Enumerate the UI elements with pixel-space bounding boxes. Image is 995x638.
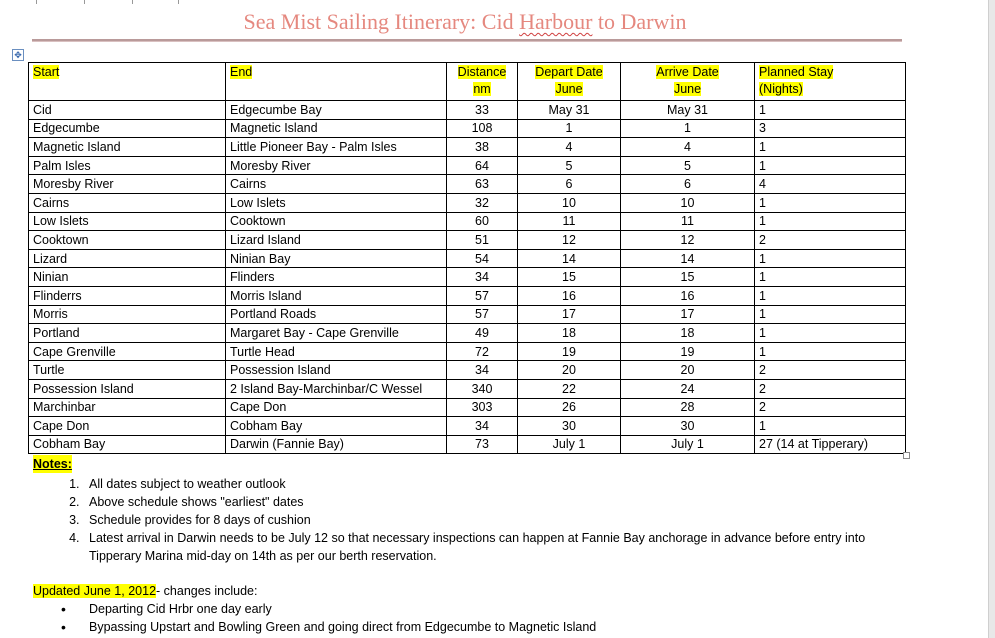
table-body: [29, 101, 906, 454]
cell-start: Marchinbar: [29, 398, 226, 417]
cell-stay: 4: [755, 175, 906, 194]
cell-depart: 11: [518, 212, 621, 231]
title-part-3: to Darwin: [592, 9, 687, 34]
cell-start: Ninian: [29, 268, 226, 287]
cell-end: Low Islets: [226, 193, 447, 212]
cell-depart: 26: [518, 398, 621, 417]
cell-start: Cooktown: [29, 231, 226, 250]
notes-heading: Notes:: [33, 457, 72, 471]
cell-stay: 1: [755, 268, 906, 287]
cell-stay: 1: [755, 101, 906, 120]
cell-stay: 3: [755, 119, 906, 138]
document-title: [0, 9, 930, 35]
cell-distance: 34: [447, 268, 518, 287]
cell-start: Turtle: [29, 361, 226, 380]
table-resize-handle[interactable]: [903, 452, 910, 459]
cell-arrive: July 1: [621, 435, 755, 454]
cell-distance: 57: [447, 286, 518, 305]
cell-arrive: 14: [621, 249, 755, 268]
cell-stay: 1: [755, 305, 906, 324]
cell-depart: 22: [518, 379, 621, 398]
cell-end: Cairns: [226, 175, 447, 194]
cell-stay: 2: [755, 379, 906, 398]
table-row: [29, 305, 906, 324]
cell-distance: 57: [447, 305, 518, 324]
table-row: [29, 138, 906, 157]
cell-depart: 18: [518, 324, 621, 343]
cell-depart: 14: [518, 249, 621, 268]
cell-depart: July 1: [518, 435, 621, 454]
cell-start: Possession Island: [29, 379, 226, 398]
cell-distance: 303: [447, 398, 518, 417]
cell-distance: 51: [447, 231, 518, 250]
cell-distance: 49: [447, 324, 518, 343]
table-row: [29, 268, 906, 287]
cell-start: Low Islets: [29, 212, 226, 231]
cell-end: Ninian Bay: [226, 249, 447, 268]
table-row: [29, 101, 906, 120]
cell-end: 2 Island Bay-Marchinbar/C Wessel: [226, 379, 447, 398]
cell-distance: 34: [447, 361, 518, 380]
cell-end: Cape Don: [226, 398, 447, 417]
cell-stay: 1: [755, 286, 906, 305]
change-item: • Departing Cid Hrbr one day early: [83, 600, 903, 618]
cell-start: Magnetic Island: [29, 138, 226, 157]
cell-start: Cid: [29, 101, 226, 120]
table-row: [29, 156, 906, 175]
table-row: [29, 286, 906, 305]
cell-arrive: 1: [621, 119, 755, 138]
cell-start: Edgecumbe: [29, 119, 226, 138]
update-line: [33, 582, 903, 600]
table-row: [29, 249, 906, 268]
cell-stay: 1: [755, 417, 906, 436]
cell-end: Flinders: [226, 268, 447, 287]
cell-distance: 340: [447, 379, 518, 398]
changes-list: [33, 600, 903, 636]
cell-start: Lizard: [29, 249, 226, 268]
cell-depart: 15: [518, 268, 621, 287]
cell-arrive: 17: [621, 305, 755, 324]
cell-stay: 1: [755, 212, 906, 231]
cell-end: Moresby River: [226, 156, 447, 175]
cell-end: Cooktown: [226, 212, 447, 231]
cell-distance: 64: [447, 156, 518, 175]
table-row: [29, 379, 906, 398]
cell-depart: 10: [518, 193, 621, 212]
cell-arrive: 15: [621, 268, 755, 287]
cell-start: Flinderrs: [29, 286, 226, 305]
cell-depart: 6: [518, 175, 621, 194]
cell-end: Darwin (Fannie Bay): [226, 435, 447, 454]
cell-start: Portland: [29, 324, 226, 343]
title-part-2: Harbour: [519, 9, 593, 34]
table-row: [29, 361, 906, 380]
cell-distance: 38: [447, 138, 518, 157]
itinerary-table: [28, 62, 906, 454]
cell-end: Morris Island: [226, 286, 447, 305]
cell-end: Turtle Head: [226, 342, 447, 361]
table-row: [29, 231, 906, 250]
cell-arrive: 18: [621, 324, 755, 343]
cell-stay: 2: [755, 398, 906, 417]
top-ruler: [0, 0, 995, 4]
cell-depart: 1: [518, 119, 621, 138]
cell-distance: 32: [447, 193, 518, 212]
cell-end: Cobham Bay: [226, 417, 447, 436]
header-start: Start: [29, 63, 226, 101]
cell-depart: 16: [518, 286, 621, 305]
table-row: [29, 342, 906, 361]
cell-distance: 54: [447, 249, 518, 268]
update-label: Updated June 1, 2012: [33, 584, 157, 598]
cell-depart: 30: [518, 417, 621, 436]
cell-arrive: 5: [621, 156, 755, 175]
table-header-row: [29, 63, 906, 101]
cell-stay: 1: [755, 324, 906, 343]
cell-end: Edgecumbe Bay: [226, 101, 447, 120]
cell-depart: 12: [518, 231, 621, 250]
notes-list: [33, 475, 903, 565]
table-move-handle-icon[interactable]: ✥: [12, 49, 24, 61]
cell-depart: 5: [518, 156, 621, 175]
cell-arrive: May 31: [621, 101, 755, 120]
cell-distance: 108: [447, 119, 518, 138]
cell-arrive: 6: [621, 175, 755, 194]
cell-stay: 1: [755, 156, 906, 175]
notes-section: [33, 455, 903, 636]
cell-depart: 20: [518, 361, 621, 380]
cell-start: Cape Grenville: [29, 342, 226, 361]
title-part-1: Sea Mist Sailing Itinerary: Cid: [243, 9, 520, 34]
cell-stay: 2: [755, 361, 906, 380]
note-item: 1. All dates subject to weather outlook: [83, 475, 903, 493]
table-row: [29, 119, 906, 138]
cell-depart: 19: [518, 342, 621, 361]
cell-depart: 17: [518, 305, 621, 324]
cell-start: Palm Isles: [29, 156, 226, 175]
header-distance: Distance nm: [447, 63, 518, 101]
cell-stay: 1: [755, 138, 906, 157]
cell-arrive: 4: [621, 138, 755, 157]
cell-arrive: 12: [621, 231, 755, 250]
cell-arrive: 28: [621, 398, 755, 417]
cell-end: Little Pioneer Bay - Palm Isles: [226, 138, 447, 157]
cell-stay: 2: [755, 231, 906, 250]
table-row: [29, 324, 906, 343]
title-rule: [32, 39, 902, 42]
page-edge: [988, 0, 995, 638]
cell-arrive: 10: [621, 193, 755, 212]
cell-stay: 1: [755, 249, 906, 268]
table-row: [29, 435, 906, 454]
change-item: • Bypassing Upstart and Bowling Green and going direct from Edgecumbe to Magnetic Island: [83, 618, 903, 636]
table-row: [29, 193, 906, 212]
table-row: [29, 175, 906, 194]
cell-start: Cobham Bay: [29, 435, 226, 454]
cell-distance: 34: [447, 417, 518, 436]
cell-stay: 1: [755, 193, 906, 212]
header-arrive: Arrive Date June: [621, 63, 755, 101]
cell-depart: 4: [518, 138, 621, 157]
update-suffix: - changes include:: [156, 584, 258, 598]
cell-arrive: 24: [621, 379, 755, 398]
cell-end: Margaret Bay - Cape Grenville: [226, 324, 447, 343]
cell-distance: 72: [447, 342, 518, 361]
cell-end: Lizard Island: [226, 231, 447, 250]
header-end: End: [226, 63, 447, 101]
cell-distance: 63: [447, 175, 518, 194]
cell-start: Morris: [29, 305, 226, 324]
cell-distance: 73: [447, 435, 518, 454]
cell-depart: May 31: [518, 101, 621, 120]
note-item: 4. Latest arrival in Darwin needs to be July 12 so that necessary inspections can happen at Fannie Bay anchorage in advance before entry into Tipperary Marina mid-day on 14th as per our berth reservation.: [83, 529, 903, 565]
cell-end: Magnetic Island: [226, 119, 447, 138]
cell-stay: 27 (14 at Tipperary): [755, 435, 906, 454]
cell-arrive: 30: [621, 417, 755, 436]
cell-start: Moresby River: [29, 175, 226, 194]
cell-end: Portland Roads: [226, 305, 447, 324]
cell-end: Possession Island: [226, 361, 447, 380]
cell-arrive: 11: [621, 212, 755, 231]
cell-stay: 1: [755, 342, 906, 361]
table-row: [29, 398, 906, 417]
table-row: [29, 417, 906, 436]
cell-start: Cape Don: [29, 417, 226, 436]
cell-arrive: 20: [621, 361, 755, 380]
cell-arrive: 16: [621, 286, 755, 305]
note-item: 3. Schedule provides for 8 days of cushion: [83, 511, 903, 529]
cell-distance: 60: [447, 212, 518, 231]
header-stay: Planned Stay (Nights): [755, 63, 906, 101]
cell-distance: 33: [447, 101, 518, 120]
table-row: [29, 212, 906, 231]
note-item: 2. Above schedule shows "earliest" dates: [83, 493, 903, 511]
header-depart: Depart Date June: [518, 63, 621, 101]
cell-start: Cairns: [29, 193, 226, 212]
cell-arrive: 19: [621, 342, 755, 361]
